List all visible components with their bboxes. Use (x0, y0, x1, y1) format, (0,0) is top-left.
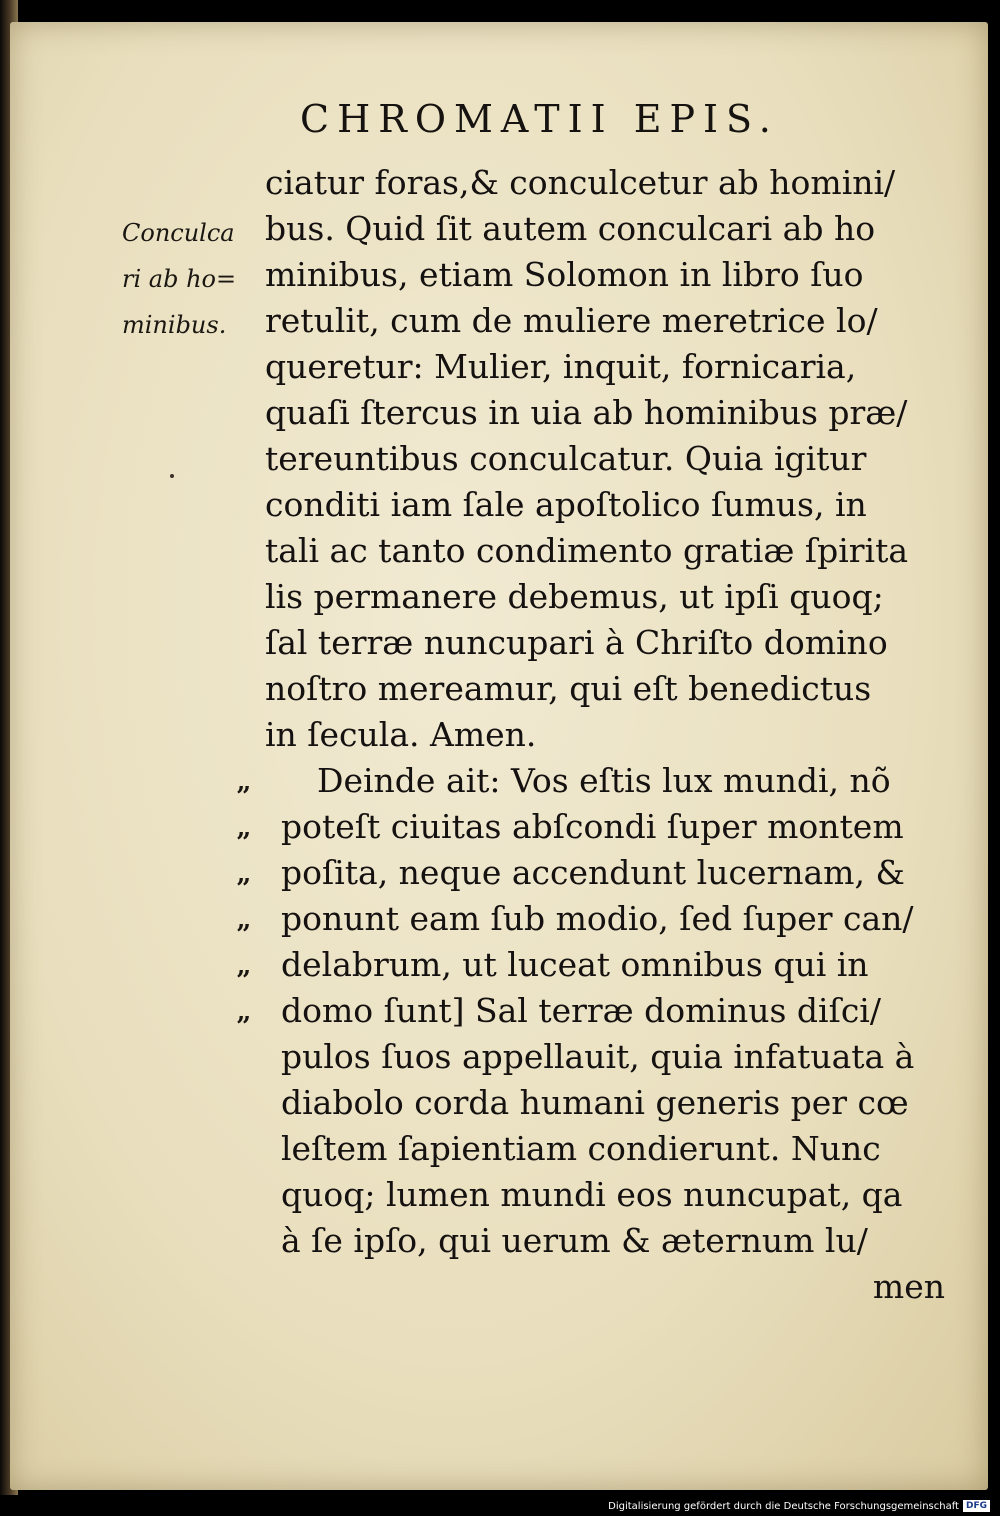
margin-note-line: minibus. (122, 311, 227, 339)
text-line: ponunt eam ſub modio, ſed ſuper can/ (281, 899, 914, 938)
text-line: à ſe ipſo, qui uerum & æternum lu/ (281, 1221, 868, 1260)
quote-mark: ” (236, 828, 251, 858)
quote-mark: ” (236, 874, 251, 904)
text-line: delabrum, ut luceat omnibus qui in (281, 945, 869, 984)
quote-mark: ” (236, 966, 251, 996)
text-line: queretur: Mulier, inquit, fornicaria, (265, 347, 857, 386)
text-line: ſal terræ nuncupari à Chriſto domino (265, 623, 888, 662)
book-page (10, 22, 988, 1490)
text-line: retulit, cum de muliere meretrice lo/ (265, 301, 878, 340)
text-line: poſita, neque accendunt lucernam, & (281, 853, 905, 892)
text-line: conditi iam ſale apoſtolico ſumus, in (265, 485, 867, 524)
text-line: pulos ſuos appellauit, quia infatuata à (281, 1037, 915, 1076)
text-line: bus. Quid ſit autem conculcari ab ho (265, 209, 876, 248)
quote-mark: ” (236, 1012, 251, 1042)
margin-note-line: ri ab ho= (122, 265, 237, 293)
text-line: leſtem ſapientiam condierunt. Nunc (281, 1129, 881, 1168)
text-line: tali ac tanto condimento gratiæ ſpirita (265, 531, 909, 570)
paragraph-start-line: Deinde ait: Vos eſtis lux mundi, nõ (317, 761, 891, 800)
catchword: men (872, 1267, 945, 1306)
text-line: minibus, etiam Solomon in libro ſuo (265, 255, 864, 294)
text-line: domo ſunt] Sal terræ dominus diſci/ (281, 991, 881, 1030)
text-line: quaſi ſtercus in uia ab hominibus præ/ (265, 393, 908, 432)
text-line: noſtro mereamur, qui eſt benedictus (265, 669, 872, 708)
text-line: quoq; lumen mundi eos nuncupat, qa (281, 1175, 903, 1214)
main-text (265, 160, 955, 1310)
ink-speck (170, 474, 174, 478)
text-line: diabolo corda humani generis per cœ (281, 1083, 909, 1122)
digitization-credit (608, 1500, 990, 1512)
margin-note-line: Conculca (122, 219, 235, 247)
text-line: in ſecula. Amen. (265, 715, 537, 754)
credit-text: Digitalisierung gefördert durch die Deutsche Forschungsgemeinschaft (608, 1500, 959, 1512)
text-line: tereuntibus conculcatur. Quia igitur (265, 439, 867, 478)
running-head: CHROMATII EPIS. (300, 97, 779, 141)
text-line: ciatur foras,& conculcetur ab homini/ (265, 163, 896, 202)
margin-note (122, 210, 262, 348)
dfg-logo: DFG (963, 1500, 990, 1512)
text-line: poteſt ciuitas abſcondi ſuper montem (281, 807, 904, 846)
quote-mark: ” (236, 920, 251, 950)
quote-mark: ” (236, 782, 251, 812)
text-line: lis permanere debemus, ut ipſi quoq; (265, 577, 884, 616)
